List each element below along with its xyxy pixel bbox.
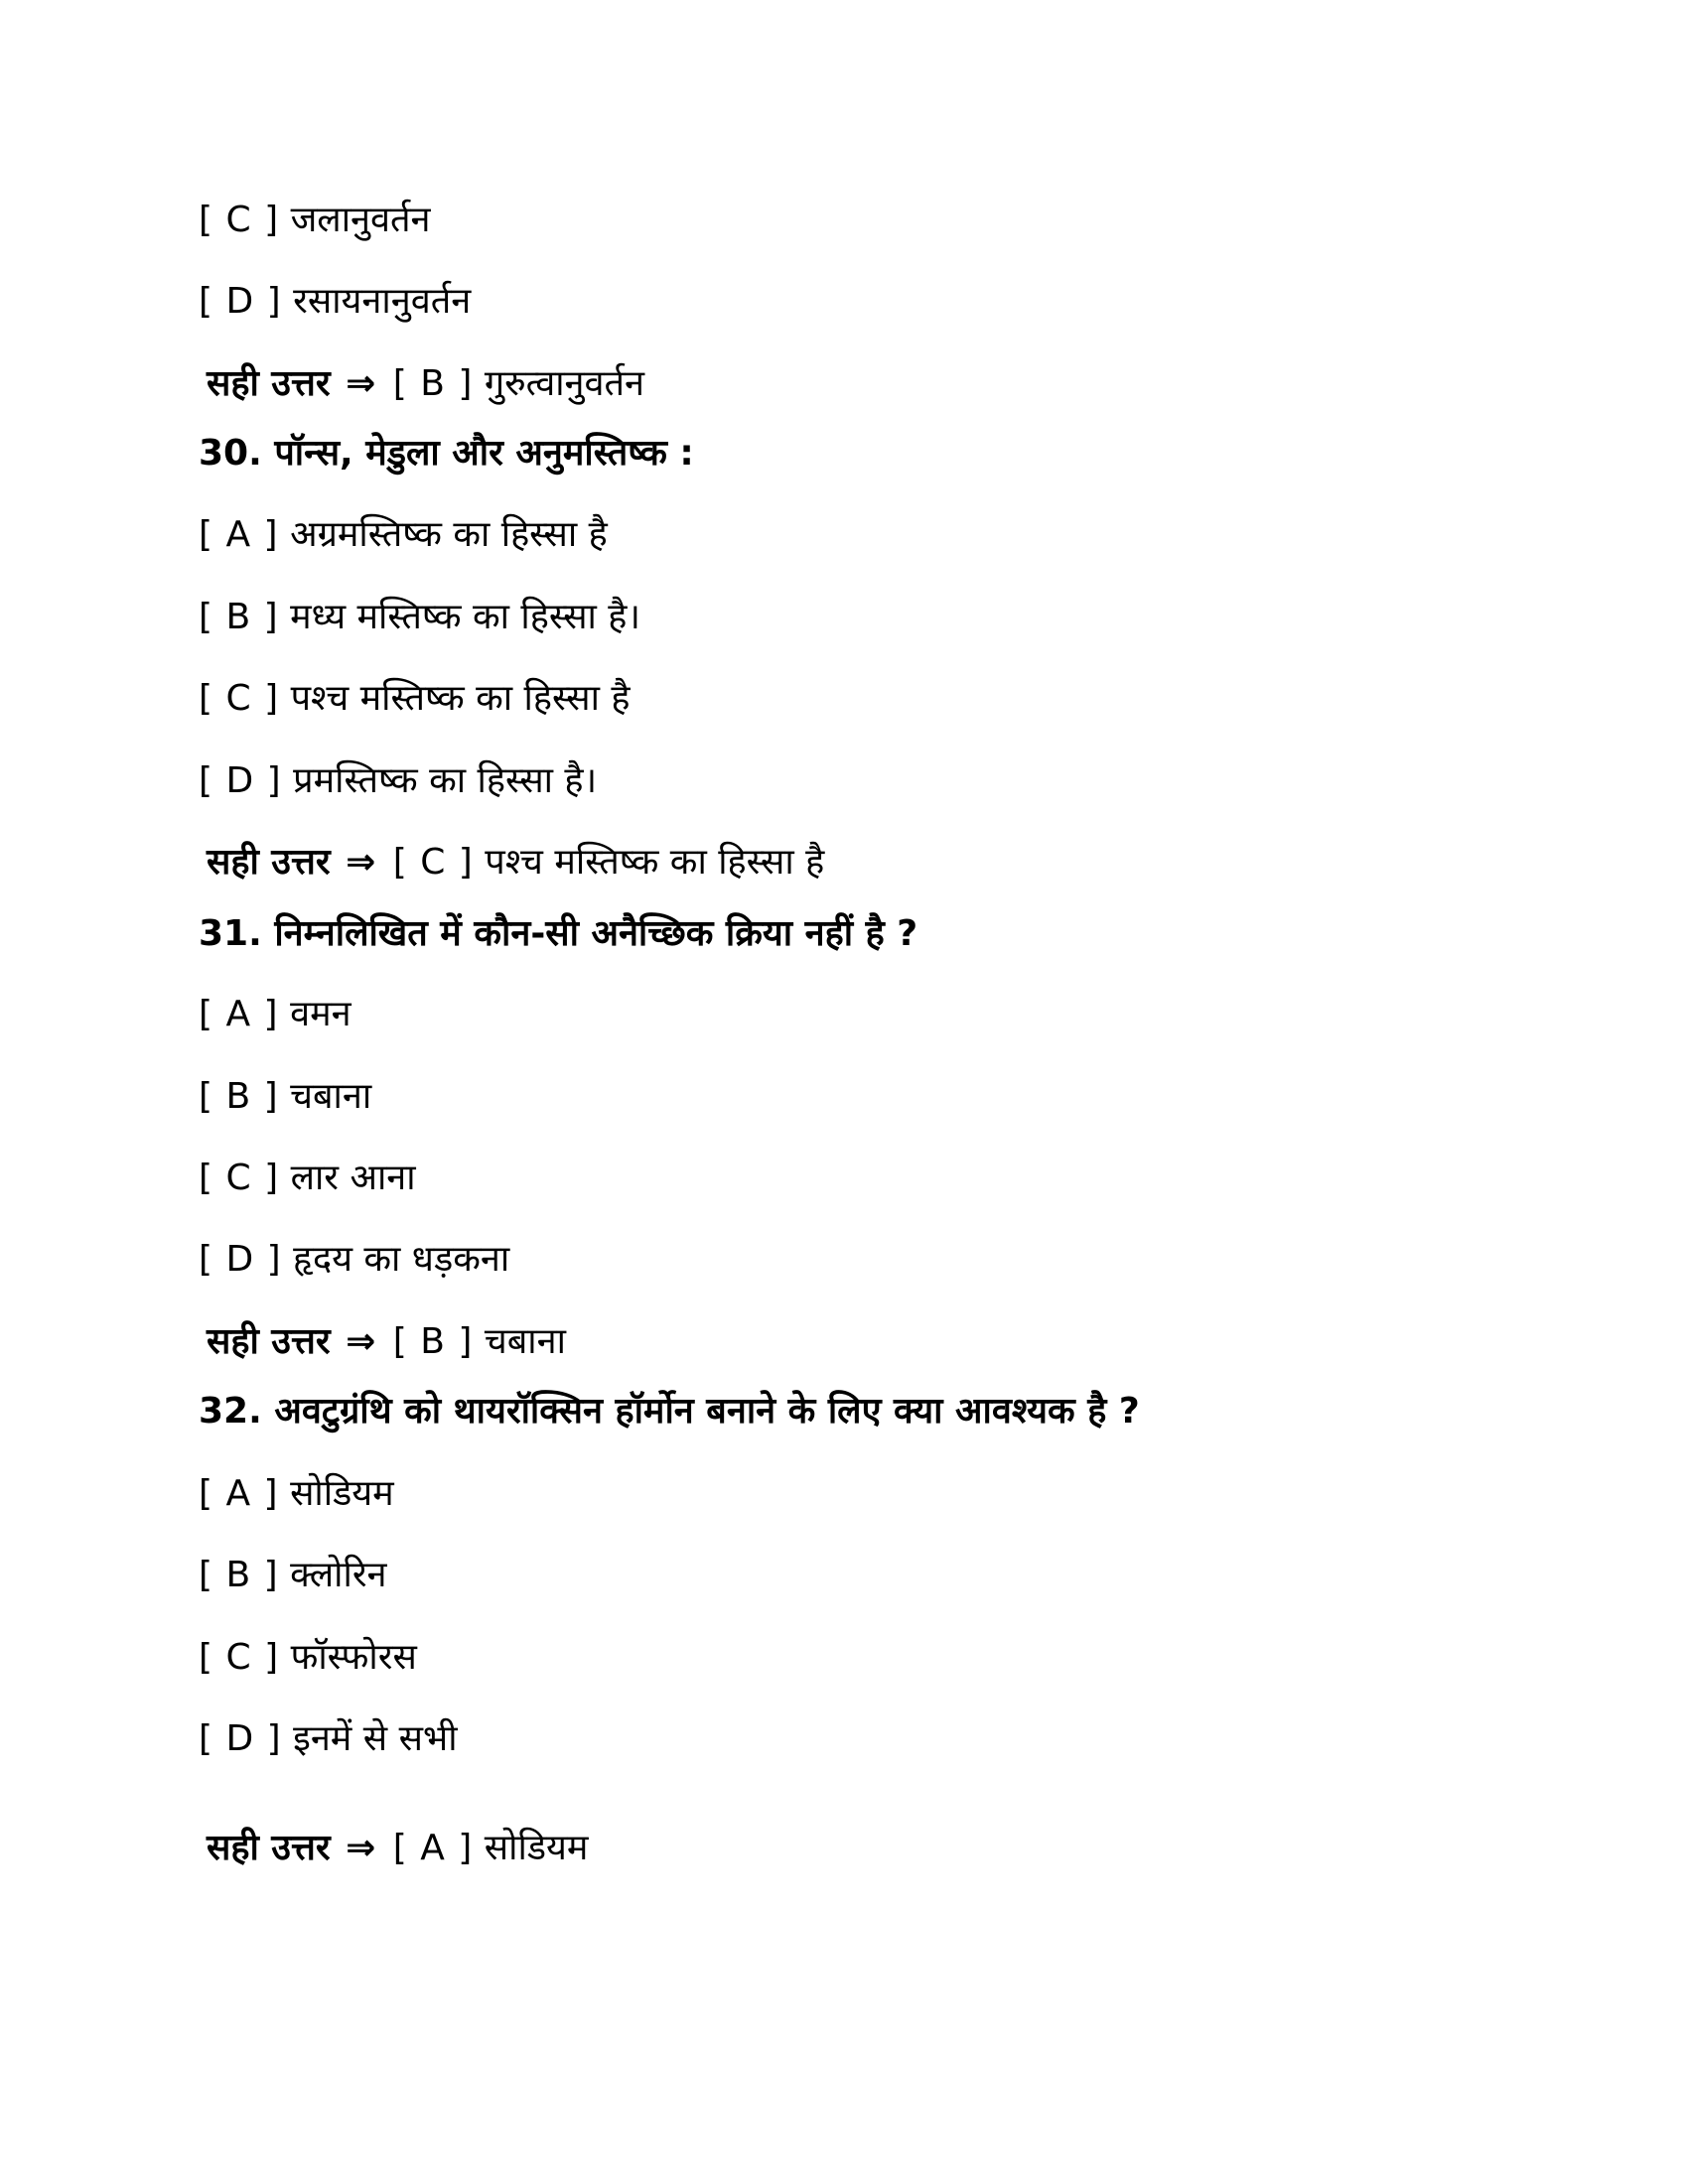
option-c	[199, 199, 431, 242]
option-c	[199, 677, 631, 721]
correct-answer	[207, 362, 644, 406]
option-text: जलानुवर्तन	[290, 200, 431, 240]
option-letter: [ D ]	[199, 1239, 282, 1280]
option-text: लार आना	[290, 1158, 416, 1198]
arrow-icon: ⇒	[346, 363, 376, 404]
arrow-icon: ⇒	[346, 842, 376, 883]
option-letter: [ C ]	[199, 200, 280, 240]
question-30	[199, 432, 694, 476]
answer-label: सही उत्तर	[207, 842, 331, 883]
option-letter: [ C ]	[199, 678, 280, 719]
answer-label: सही उत्तर	[207, 1828, 331, 1868]
correct-answer	[207, 1827, 588, 1870]
option-letter: [ C ]	[199, 1158, 280, 1198]
answer-text: पश्च मस्तिष्क का हिस्सा है	[485, 842, 825, 883]
option-a	[199, 993, 352, 1036]
option-text: मध्य मस्तिष्क का हिस्सा है।	[290, 597, 641, 637]
option-d	[199, 280, 471, 324]
answer-text: चबाना	[484, 1321, 566, 1362]
question-text: पॉन्स, मेडुला और अनुमस्तिष्क :	[274, 433, 694, 474]
answer-letter: [ C ]	[392, 842, 474, 883]
option-letter: [ A ]	[199, 514, 279, 555]
option-b	[199, 596, 640, 639]
option-letter: [ B ]	[199, 597, 279, 637]
option-text: रसायनानुवर्तन	[293, 281, 472, 322]
answer-text: गुरुत्वानुवर्तन	[484, 363, 645, 404]
option-b	[199, 1554, 387, 1597]
option-letter: [ A ]	[199, 1473, 279, 1514]
arrow-icon: ⇒	[346, 1828, 376, 1868]
answer-label: सही उत्तर	[207, 1321, 331, 1362]
option-text: क्लोरिन	[290, 1555, 387, 1595]
answer-letter: [ A ]	[392, 1828, 474, 1868]
option-text: चबाना	[290, 1076, 372, 1117]
option-c	[199, 1157, 416, 1200]
answer-letter: [ B ]	[392, 363, 474, 404]
option-text: हृदय का धड़कना	[293, 1239, 510, 1280]
correct-answer	[207, 841, 824, 885]
question-number: 30.	[199, 433, 262, 474]
option-letter: [ C ]	[199, 1637, 280, 1678]
option-letter: [ D ]	[199, 1718, 282, 1759]
option-text: वमन	[290, 994, 352, 1034]
question-31	[199, 912, 917, 956]
option-text: अग्रमस्तिष्क का हिस्सा है	[290, 514, 608, 555]
option-d	[199, 759, 597, 803]
question-number: 32.	[199, 1391, 262, 1432]
correct-answer	[207, 1320, 566, 1364]
option-text: पश्च मस्तिष्क का हिस्सा है	[290, 678, 631, 719]
question-number: 31.	[199, 913, 262, 954]
option-b	[199, 1075, 371, 1119]
answer-text: सोडियम	[484, 1828, 589, 1868]
option-text: फॉस्फोरस	[290, 1637, 417, 1678]
question-text: निम्नलिखित में कौन-सी अनैच्छिक क्रिया नहीं है ?	[274, 913, 918, 954]
question-text: अवटुग्रंथि को थायरॉक्सिन हॉर्मोन बनाने के लिए क्या आवश्यक है ?	[274, 1391, 1140, 1432]
arrow-icon: ⇒	[346, 1321, 376, 1362]
option-text: प्रमस्तिष्क का हिस्सा है।	[293, 760, 598, 801]
answer-letter: [ B ]	[392, 1321, 474, 1362]
option-letter: [ A ]	[199, 994, 279, 1034]
option-letter: [ D ]	[199, 760, 282, 801]
option-letter: [ B ]	[199, 1076, 279, 1117]
question-32	[199, 1390, 1140, 1433]
option-text: इनमें से सभी	[293, 1718, 458, 1759]
option-d	[199, 1238, 509, 1282]
option-letter: [ D ]	[199, 281, 282, 322]
option-c	[199, 1636, 417, 1680]
option-a	[199, 1472, 394, 1516]
answer-label: सही उत्तर	[207, 363, 331, 404]
option-text: सोडियम	[290, 1473, 394, 1514]
option-d	[199, 1717, 458, 1761]
option-a	[199, 513, 608, 557]
option-letter: [ B ]	[199, 1555, 279, 1595]
